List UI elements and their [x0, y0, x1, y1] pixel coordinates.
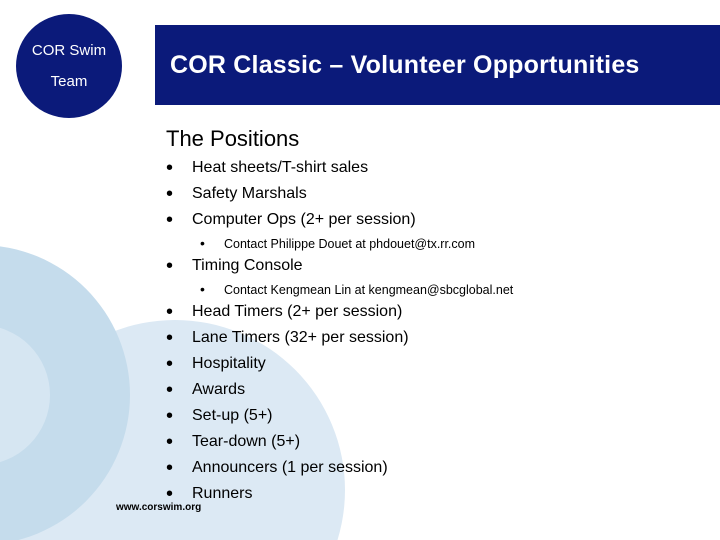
bullet-icon: •: [166, 483, 174, 505]
contact-item: • Contact Philippe Douet at phdouet@tx.rr.com: [200, 235, 476, 251]
position-item: • Safety Marshals: [166, 183, 307, 205]
logo-text-line2: Team: [50, 73, 88, 90]
position-item: • Announcers (1 per session): [166, 457, 388, 479]
logo-badge: [16, 14, 122, 118]
position-item: • Computer Ops (2+ per session): [166, 209, 416, 231]
bullet-icon: •: [166, 327, 174, 349]
bullet-icon: •: [166, 353, 174, 375]
logo-text-line1: COR Swim: [31, 42, 107, 59]
bullet-icon: •: [166, 431, 174, 453]
bullet-icon: •: [200, 235, 205, 251]
bullet-icon: •: [166, 379, 174, 401]
section-heading: The Positions: [166, 126, 300, 151]
position-item: • Hospitality: [166, 353, 266, 375]
position-item: • Timing Console: [166, 255, 303, 277]
bullet-icon: •: [166, 183, 174, 205]
position-item: • Lane Timers (32+ per session): [166, 327, 409, 349]
slide-title: COR Classic – Volunteer Opportunities: [170, 50, 640, 79]
position-item: • Heat sheets/T-shirt sales: [166, 157, 369, 179]
bullet-icon: •: [166, 301, 174, 323]
bullet-icon: •: [200, 281, 205, 297]
contact-item: • Contact Kengmean Lin at kengmean@sbcglobal.net: [200, 281, 514, 297]
position-item: • Tear-down (5+): [166, 431, 301, 453]
bullet-icon: •: [166, 457, 174, 479]
bullet-icon: •: [166, 255, 174, 277]
bullet-icon: •: [166, 157, 174, 179]
bullet-icon: •: [166, 405, 174, 427]
position-item: • Head Timers (2+ per session): [166, 301, 403, 323]
position-item: • Runners: [166, 483, 253, 505]
title-bar: [155, 25, 720, 105]
footer-url: www.corswim.org: [116, 502, 202, 513]
position-item: • Awards: [166, 379, 246, 401]
position-item: • Set-up (5+): [166, 405, 273, 427]
bullet-icon: •: [166, 209, 174, 231]
